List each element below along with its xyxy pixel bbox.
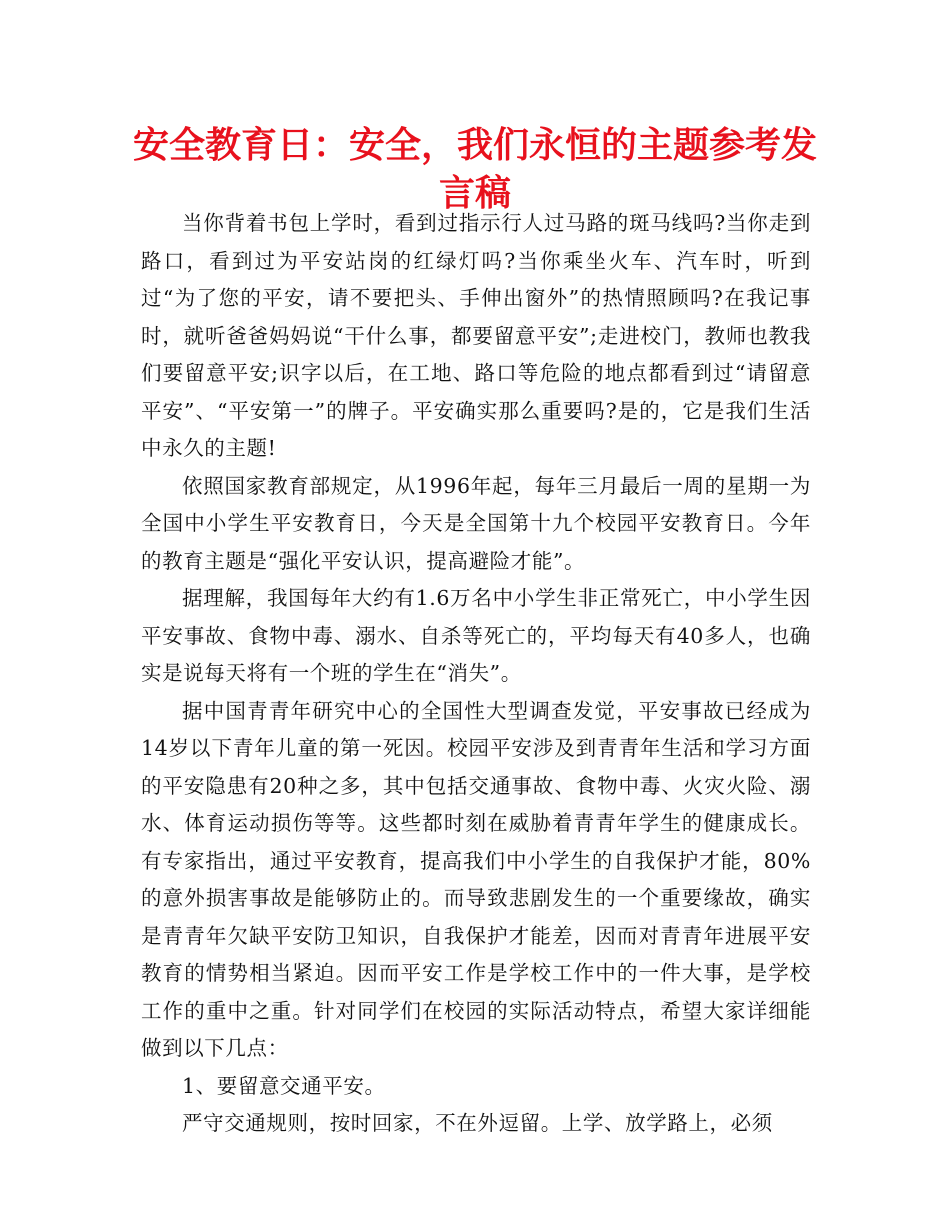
paragraph-traffic-rules: 严守交通规则，按时回家，不在外逗留。上学、放学路上，必须 xyxy=(182,1111,773,1135)
paragraph-research-findings: 据中国青青年研究中心的全国性大型调查发觉，平安事故已经成为14岁以下青年儿童的第一死因。校园平安涉及到青青年生活和学习方面的平安隐患有20种之多，其中包括交通事故、食物中毒、火灾火险、溺水、体育运动损伤等等。这些都时刻在威胁着青青年学生的健康成长。有专家指出，通过平安教育，提高我们中小学生的自我保护才能，80%的意外损害事故是能够防止的。而导致悲剧发生的一个重要缘故，确实是青青年欠缺平安防卫知识，自我保护才能差，因而对青青年进展平安教育的情势相当紧迫。因而平安工作是学校工作中的一件大事，是学校工作的重中之重。针对同学们在校园的实际活动特点，希望大家详细能做到以下几点： xyxy=(141,698,811,1060)
paragraph-safety-everywhere: 当你背着书包上学时，看到过指示行人过马路的斑马线吗?当你走到路口，看到过为平安站岗的红绿灯吗?当你乘坐火车、汽车时，听到过“为了您的平安，请不要把头、手伸出窗外”的热情照顾吗?在我记事时，就听爸爸妈妈说“干什么事，都要留意平安”;走进校门，教师也教我们要留意平安;识字以后，在工地、路口等危险的地点都看到过“请留意平安”、“平安第一”的牌子。平安确实那么重要吗?是的，它是我们生活中永久的主题! xyxy=(141,211,811,460)
document-body xyxy=(141,205,811,1143)
paragraph-statistics: 据理解，我国每年大约有1.6万名中小学生非正常死亡，中小学生因平安事故、食物中毒、溺水、自杀等死亡的，平均每天有40多人，也确实是说每天将有一个班的学生在“消失”。 xyxy=(141,586,811,685)
document-title: 安全教育日：安全，我们永恒的主题参考发言稿 xyxy=(132,125,817,214)
paragraph-point-traffic-safety: 1、要留意交通平安。 xyxy=(182,1073,386,1098)
paragraph-education-day: 依照国家教育部规定，从1996年起，每年三月最后一周的星期一为全国中小学生平安教育日，今天是全国第十九个校园平安教育日。今年的教育主题是“强化平安认识，提高避险才能”。 xyxy=(141,473,811,573)
